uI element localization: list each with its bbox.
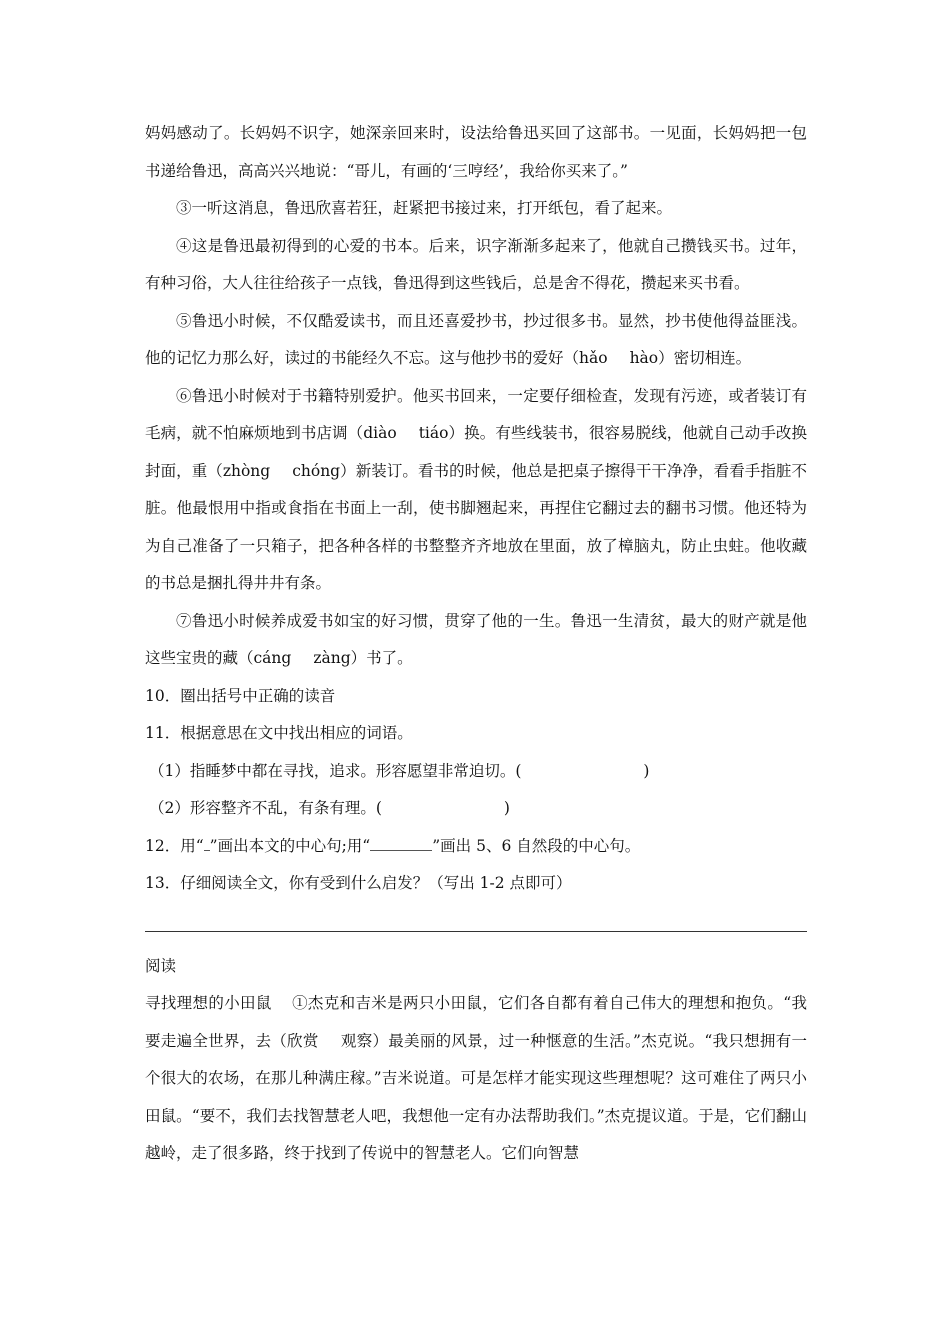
reading-title: 寻找理想的小田鼠 bbox=[145, 994, 272, 1012]
document-page bbox=[145, 115, 807, 1173]
passage-paragraph-4: ④这是鲁迅最初得到的心爱的书本。后来，识字渐渐多起来了，他就自己攒钱买书。过年，有种习俗，大人往往给孩子一点钱，鲁迅得到这些钱后，总是舍不得花，攒起来买书看。 bbox=[145, 236, 807, 292]
question-11-part-2: （2）形容整齐不乱，有条有理。( ) bbox=[149, 799, 510, 817]
question-11-part-1: （1）指睡梦中都在寻找，追求。形容愿望非常迫切。( ) bbox=[149, 761, 650, 780]
passage-paragraph-7: ⑦鲁迅小时候养成爱书如宝的好习惯，贯穿了他的一生。鲁迅一生清贫，最大的财产就是他这些宝贵的藏（cáng zàng）书了。 bbox=[145, 611, 807, 667]
passage-paragraph-2-continued: 妈妈感动了。长妈妈不识字，她深亲回来时，设法给鲁迅买回了这部书。一见面，长妈妈把一包书递给鲁迅，高高兴兴地说：“哥儿，有画的‘三哼经’，我给你买来了。” bbox=[145, 124, 807, 180]
question-13: 13．仔细阅读全文，你有受到什么启发？（写出 1-2 点即可） bbox=[145, 874, 572, 892]
section-divider bbox=[145, 931, 807, 932]
question-10: 10．圈出括号中正确的读音 bbox=[145, 686, 336, 705]
passage-paragraph-3: ③一听这消息，鲁迅欣喜若狂，赶紧把书接过来，打开纸包，看了起来。 bbox=[176, 199, 673, 217]
passage-paragraph-6: ⑥鲁迅小时候对于书籍特别爱护。他买书回来，一定要仔细检查，发现有污迹，或者装订有毛病，就不怕麻烦地到书店调（diào tiáo）换。有些线装书，很容易脱线，他就自己动手改换封面，重（zhòng chóng）新装订。看书的时候，他总是把桌子擦得干干净净，看看手指脏不脏。他最恨用中指或食指在书面上一刮，使书脚翘起来，再捏住它翻过去的翻书习惯。他还特为为自己准备了一只箱子，把各种各样的书整整齐齐地放在里面，放了樟脑丸，防止虫蛀。他收藏的书总是捆扎得井井有条。 bbox=[145, 386, 807, 592]
reading-passage: 寻找理想的小田鼠 ①杰克和吉米是两只小田鼠，它们各自都有着自己伟大的理想和抱负。“我要走遍全世界，去（欣赏 观察）最美丽的风景，过一种惬意的生活。”杰克说。“我只想拥有一个很大的农场，在那儿种满庄稼。”吉米说道。可是怎样才能实现这些理想呢？这可难住了两只小田鼠。“要不，我们去找智慧老人吧，我想他一定有办法帮助我们。”杰克提议道。于是，它们翻山越岭，走了很多路，终于找到了传说中的智慧老人。它们向智慧 bbox=[145, 994, 807, 1162]
underline-mark-sample-long bbox=[370, 836, 432, 851]
reading-heading: 阅读 bbox=[145, 956, 177, 975]
passage-paragraph-5: ⑤鲁迅小时候，不仅酷爱读书，而且还喜爱抄书，抄过很多书。显然，抄书使他得益匪浅。他的记忆力那么好，读过的书能经久不忘。这与他抄书的爱好（hǎo hào）密切相连。 bbox=[145, 311, 807, 367]
question-11: 11．根据意思在文中找出相应的词语。 bbox=[145, 724, 413, 742]
question-12: 12．用“ ”画出本文的中心句;用“ ”画出 5、6 自然段的中心句。 bbox=[145, 836, 641, 855]
